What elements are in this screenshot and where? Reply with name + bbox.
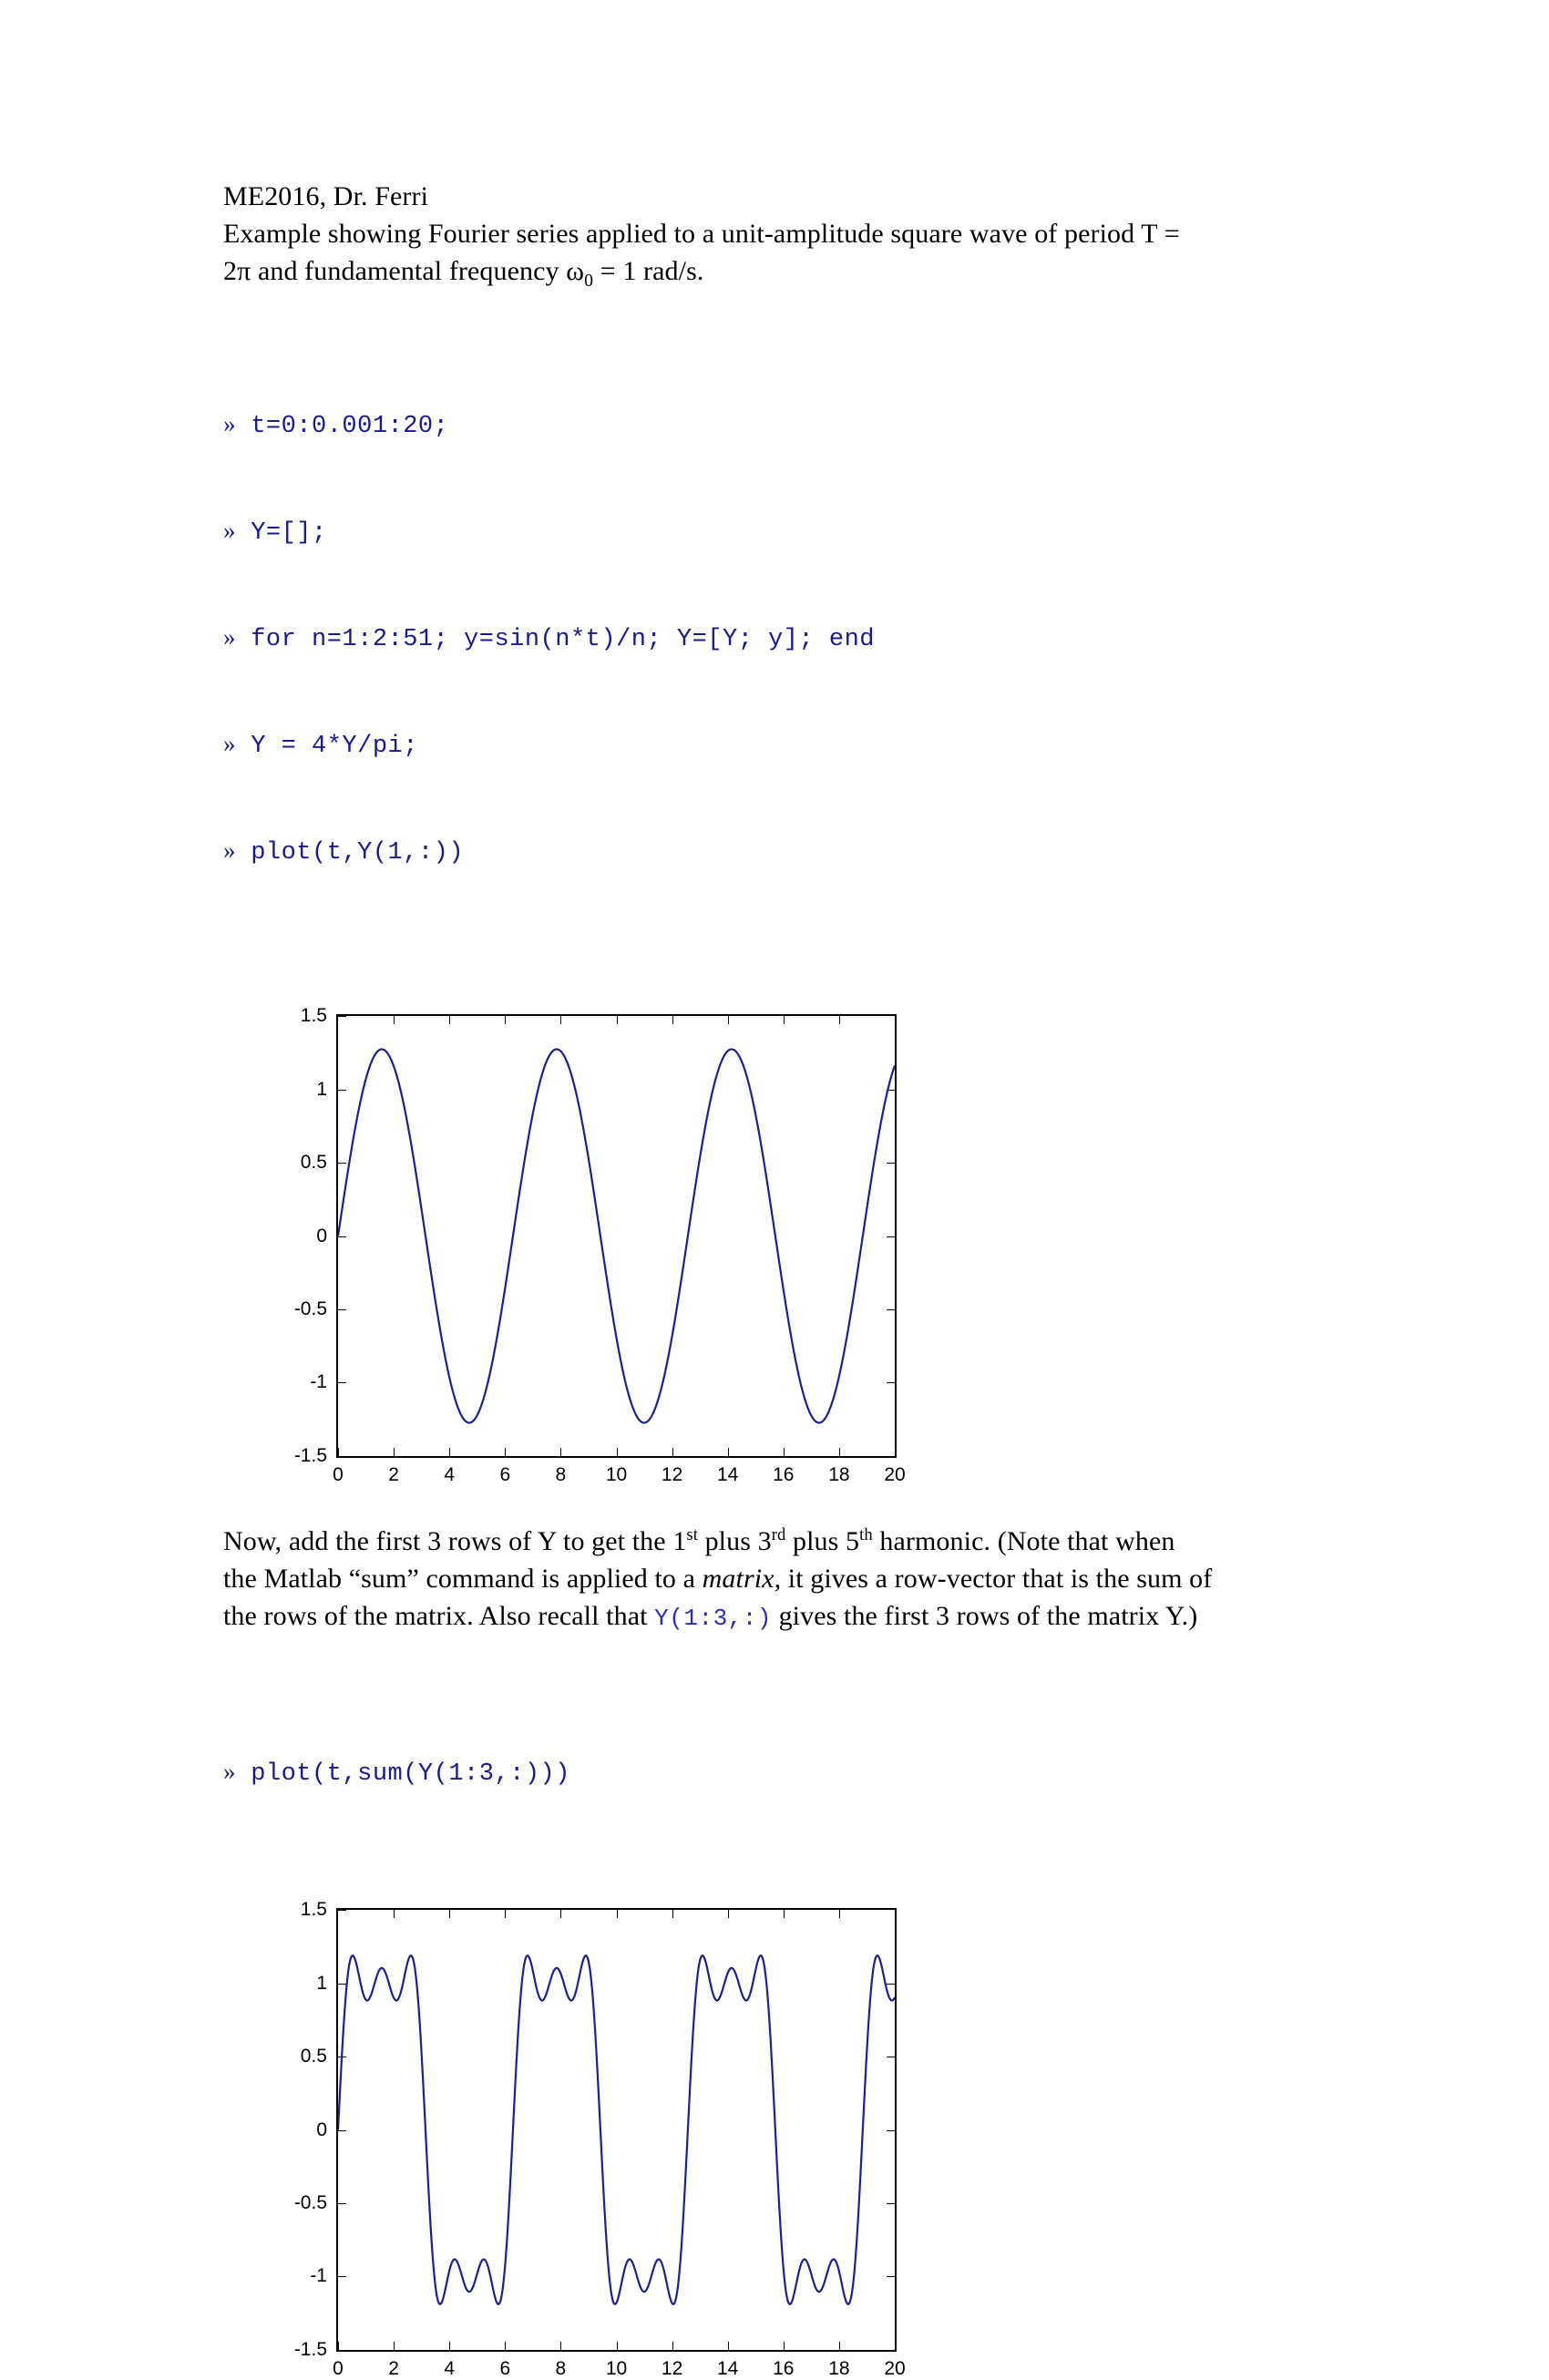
code-text: t=0:0.001:20;	[251, 413, 449, 440]
y-axis-label: 1.5	[300, 1899, 327, 1920]
matlab-code-block-2	[223, 1685, 1308, 1861]
paragraph-2-line-3	[223, 1597, 1308, 1637]
plot-area-2	[293, 1899, 906, 2379]
series-path	[338, 1050, 895, 1423]
x-tick	[895, 2342, 896, 2350]
ordinal-th: th	[859, 1525, 873, 1544]
figure-2-wrapper	[223, 1888, 1308, 2379]
matlab-prompt-icon: »	[223, 517, 236, 544]
y-axis-label: 1.5	[300, 1005, 327, 1026]
code-line	[223, 620, 1308, 657]
code-line	[223, 513, 1308, 550]
x-axis-label: 2	[388, 2358, 399, 2379]
matlab-prompt-icon: »	[223, 1758, 236, 1785]
header-text-block	[223, 178, 1308, 290]
x-axis-label: 18	[828, 1464, 850, 1485]
x-axis-label: 8	[555, 1464, 567, 1485]
x-axis-label: 6	[499, 1464, 511, 1485]
x-axis-label: 16	[773, 2358, 795, 2379]
ordinal-rd: rd	[771, 1525, 786, 1544]
intro-line-2	[223, 252, 1308, 290]
x-axis-label: 12	[661, 2358, 683, 2379]
x-axis-label: 4	[444, 1464, 456, 1485]
y-axis-label: -0.5	[293, 2192, 327, 2213]
y-axis-label: 0.5	[300, 2045, 327, 2067]
x-axis-label: 20	[884, 2358, 906, 2379]
y-axis-label: -0.5	[293, 1298, 327, 1319]
x-axis-label: 14	[717, 1464, 739, 1485]
omega-subscript: 0	[584, 271, 594, 291]
x-axis-label: 6	[499, 2358, 511, 2379]
p2-line2-b: it gives a row-vector that is the sum of	[781, 1564, 1213, 1594]
y-axis-label: -1.5	[293, 2339, 327, 2360]
code-line	[223, 833, 1308, 870]
code-line	[223, 726, 1308, 764]
matlab-prompt-icon: »	[223, 623, 236, 651]
p2-line3-b: gives the first 3 rows of the matrix Y.)	[771, 1601, 1198, 1631]
p2-seg-3: plus 5	[785, 1526, 860, 1556]
document-content	[223, 178, 1308, 2379]
omega-symbol: ω	[566, 256, 585, 286]
code-text: Y=[];	[251, 519, 327, 547]
y-axis-label: 1	[316, 1078, 327, 1100]
x-axis-label: 12	[661, 1464, 683, 1485]
spacer-before-figure-1	[223, 939, 1308, 994]
pi-symbol: π	[237, 256, 251, 286]
x-axis-label: 0	[333, 2358, 344, 2379]
code-text: plot(t,Y(1,:))	[251, 839, 465, 867]
ordinal-st: st	[686, 1525, 698, 1544]
intro-mid: and fundamental frequency	[251, 256, 567, 286]
y-tick	[338, 1456, 346, 1457]
p2-seg-2: plus 3	[697, 1526, 772, 1556]
x-axis-label: 16	[773, 1464, 795, 1485]
course-instructor-line: ME2016, Dr. Ferri	[223, 181, 429, 211]
paragraph-2-line-1	[223, 1523, 1308, 1560]
intro-tail: = 1 rad/s.	[593, 256, 704, 286]
p2-seg-4: harmonic. (Note that when	[872, 1526, 1175, 1556]
matlab-code-block-1	[223, 337, 1308, 939]
code-text: for n=1:2:51; y=sin(n*t)/n; Y=[Y; y]; end	[251, 626, 876, 653]
matrix-italic: matrix,	[702, 1564, 782, 1594]
spacer-before-code-2	[223, 1637, 1308, 1685]
y-axis-label: 0	[316, 1225, 327, 1246]
matlab-prompt-icon: »	[223, 836, 236, 864]
figure-fundamental-harmonic	[236, 994, 906, 1485]
spacer-after-header	[223, 290, 1308, 337]
intro-two: 2	[223, 256, 238, 286]
y-axis-label: 0	[316, 2118, 327, 2140]
code-line	[223, 406, 1308, 444]
p2-line2-a: the Matlab “sum” command is applied to a	[223, 1564, 703, 1594]
inline-code-y-slice: Y(1:3,:)	[654, 1605, 772, 1632]
code-text: Y = 4*Y/pi;	[251, 733, 418, 760]
y-axis-label: -1	[310, 1371, 327, 1393]
matlab-prompt-icon: »	[223, 730, 236, 757]
code-text: plot(t,sum(Y(1:3,:)))	[251, 1760, 570, 1788]
y-axis-label: 0.5	[300, 1151, 327, 1173]
x-axis-label: 0	[333, 1464, 344, 1485]
x-axis-label: 2	[388, 1464, 399, 1485]
x-axis-label: 20	[884, 1464, 906, 1485]
y-axis-label: -1.5	[293, 1445, 327, 1466]
x-axis-label: 8	[555, 2358, 567, 2379]
x-axis-label: 14	[717, 2358, 739, 2379]
x-axis-label: 10	[605, 2358, 628, 2379]
paragraph-2-line-2	[223, 1560, 1308, 1597]
x-axis-label: 10	[605, 1464, 628, 1485]
matlab-prompt-icon: »	[223, 410, 236, 437]
series-path	[338, 1955, 895, 2304]
code-line	[223, 1754, 1308, 1791]
x-axis-label: 4	[444, 2358, 456, 2379]
plot-area-1	[293, 1005, 906, 1485]
spacer-before-figure-2	[223, 1861, 1308, 1888]
y-tick	[338, 2350, 346, 2351]
figure-three-harmonic-sum	[236, 1888, 906, 2379]
p2-line3-a: the rows of the matrix. Also recall that	[223, 1601, 655, 1631]
intro-line-1: Example showing Fourier series applied to a unit-amplitude square wave of period T =	[223, 219, 1180, 249]
paragraph-2-block	[223, 1523, 1308, 1637]
p2-seg-1: Now, add the first 3 rows of Y to get the 1	[223, 1526, 687, 1556]
chart-curve-1	[338, 1016, 895, 1456]
chart-curve-2	[338, 1910, 895, 2350]
spacer-after-figure-1	[223, 1468, 1308, 1523]
x-axis-label: 18	[828, 2358, 850, 2379]
figure-1-wrapper	[223, 994, 1308, 1485]
y-axis-label: -1	[310, 2265, 327, 2287]
x-tick	[895, 1448, 896, 1456]
y-axis-label: 1	[316, 1972, 327, 1994]
